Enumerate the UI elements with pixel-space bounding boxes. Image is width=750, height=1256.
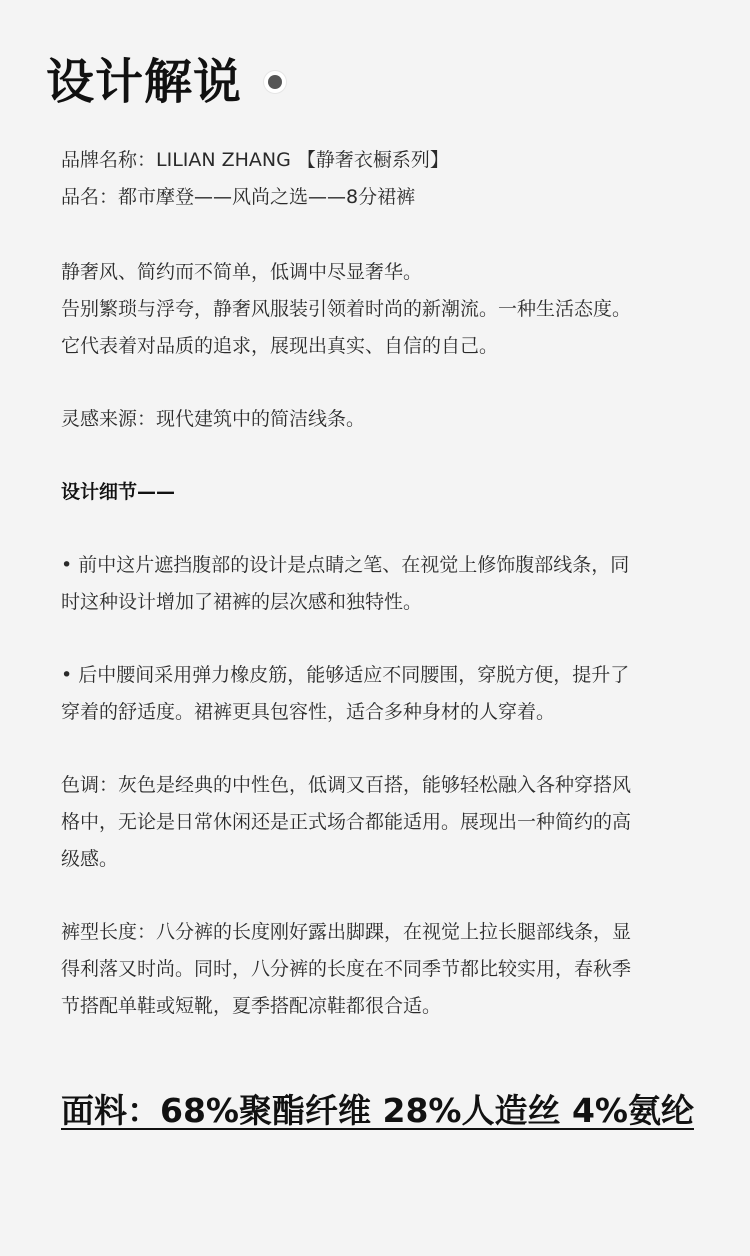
inspiration-line: 灵感来源：现代建筑中的简洁线条。 <box>61 408 366 430</box>
detail-1-line-1: • 前中这片遮挡腹部的设计是点睛之笔、在视觉上修饰腹部线条，同 <box>61 554 630 576</box>
brand-line: 品牌名称：LILIAN ZHANG 【静奢衣橱系列】 <box>61 149 449 171</box>
color-tone-line-2: 格中，无论是日常休闲还是正式场合都能适用。展现出一种简约的高 <box>61 811 632 833</box>
detail-2-line-1: • 后中腰间采用弹力橡皮筋，能够适应不同腰围，穿脱方便，提升了 <box>61 664 630 686</box>
detail-1-line-2: 时这种设计增加了裙裤的层次感和独特性。 <box>61 591 423 613</box>
intro-line-3: 它代表着对品质的追求，展现出真实、自信的自己。 <box>61 335 499 357</box>
title-row <box>46 52 282 112</box>
fabric-composition: 面料：68%聚酯纤维 28%人造丝 4%氨纶 <box>61 1091 694 1130</box>
color-tone-line-3: 级感。 <box>61 848 119 870</box>
details-heading: 设计细节—— <box>61 481 176 503</box>
product-line: 品名：都市摩登——风尚之选——8分裙裤 <box>61 186 416 208</box>
title-dot-icon <box>268 75 282 89</box>
length-line-3: 节搭配单鞋或短靴，夏季搭配凉鞋都很合适。 <box>61 995 442 1017</box>
description-body <box>61 142 726 1025</box>
page-title: 设计解说 <box>46 54 243 110</box>
color-tone-line-1: 色调：灰色是经典的中性色，低调又百搭，能够轻松融入各种穿搭风 <box>61 774 632 796</box>
length-line-1: 裤型长度：八分裤的长度刚好露出脚踝，在视觉上拉长腿部线条，显 <box>61 921 632 943</box>
detail-2-line-2: 穿着的舒适度。裙裤更具包容性，适合多种身材的人穿着。 <box>61 701 556 723</box>
intro-line-1: 静奢风、简约而不简单，低调中尽显奢华。 <box>61 261 423 283</box>
intro-line-2: 告别繁琐与浮夸，静奢风服装引领着时尚的新潮流。一种生活态度。 <box>61 298 632 320</box>
length-line-2: 得利落又时尚。同时，八分裤的长度在不同季节都比较实用，春秋季 <box>61 958 632 980</box>
